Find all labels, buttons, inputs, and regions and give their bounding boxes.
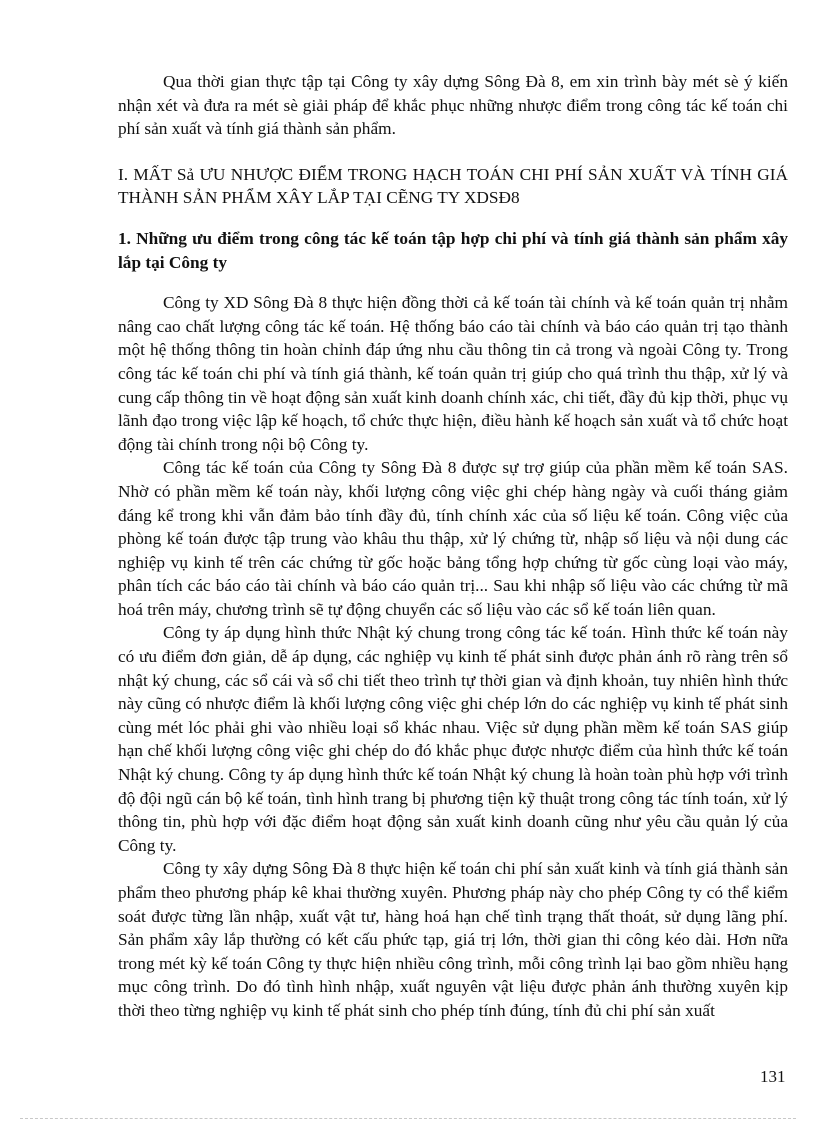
intro-paragraph: Qua thời gian thực tập tại Công ty xây dựng Sông Đà 8, em xin trình bày mét sè ý kiến nhận xét và đưa ra mét sè giải pháp để khắc phục những nhược điểm trong công tác kế toán chi phí sản xuất và tính giá thành sản phẩm. [118,72,788,139]
section-heading: I. MẤT Sả ƯU NHƯỢC ĐIỂM TRONG HẠCH TOÁN CHI PHÍ SẢN XUẤT VÀ TÍNH GIÁ THÀNH SẢN PHẨM XÂY LẮP TẠI CẼNG TY XDSĐ8 [118,164,788,208]
subsection-heading: 1. Những ưu điểm trong công tác kế toán tập hợp chi phí và tính giá thành sản phẩm xây lắp tại Công ty [118,228,788,272]
page-number: 131 [760,1067,786,1086]
body-paragraph: Công ty xây dựng Sông Đà 8 thực hiện kế toán chi phí sản xuất kinh và tính giá thành sản phẩm theo phương pháp kê khai thường xuyên. Phương pháp này cho phép Công ty có thể kiểm soát được từng lần nhập, xuất vật tư, hàng hoá hạn chế tình trạng thất thoát, sử dụng lãng phí. Sản phẩm xây lắp thường có kết cấu phức tạp, giá trị lớn, thời gian thi công kéo dài. Hơn nữa trong mét kỳ kế toán Công ty thực hiện nhiều công trình, mỗi công trình lại bao gồm nhiều hạng mục công trình. Do đó tình hình nhập, xuất nguyên vật liệu được phản ánh thường xuyên kịp thời theo từng nghiệp vụ kinh tế phát sinh cho phép tính đúng, tính đủ chi phí sản xuất [118,859,788,1020]
body-text [118,291,788,1022]
body-paragraph: Công tác kế toán của Công ty Sông Đà 8 được sự trợ giúp của phần mềm kế toán SAS. Nhờ có phần mềm kế toán này, khối lượng công việc ghi chép hàng ngày và cuối tháng giảm đáng kể trong khi vẫn đảm bảo tính đầy đủ, tính chính xác của số liệu kế toán. Công việc của phòng kế toán được tập trung vào khâu thu thập, xử lý chứng từ, nhập số liệu và nội dung các nghiệp vụ kinh tế trên các chứng từ gốc hoặc bảng tổng hợp chứng từ gốc cùng loại vào máy, phân tích các báo cáo tài chính và báo cáo quản trị... Sau khi nhập số liệu vào các chứng từ mã hoá trên máy, chương trình sẽ tự động chuyển các số liệu vào các sổ kế toán liên quan. [118,458,788,619]
document-page [118,70,788,1023]
body-paragraph: Công ty áp dụng hình thức Nhật ký chung trong công tác kế toán. Hình thức kế toán này có ưu điểm đơn giản, dễ áp dụng, các nghiệp vụ kinh tế phát sinh được phản ánh rõ ràng trên sổ nhật ký chung, các sổ cái và sổ chi tiết theo trình tự thời gian và định khoản, tuy nhiên hình thức này cũng có nhược điểm là khối lượng công việc ghi chép lớn do các nghiệp vụ kinh tế phát sinh cùng mét lóc phải ghi vào nhiều loại sổ khác nhau. Việc sử dụng phần mềm kế toán SAS giúp hạn chế khối lượng công việc ghi chép do đó khắc phục được nhược điểm của hình thức kế toán Nhật ký chung. Công ty áp dụng hình thức kế toán Nhật ký chung là hoàn toàn phù hợp với trình độ đội ngũ cán bộ kế toán, tình hình trang bị phương tiện kỹ thuật trong công tác tính toán, xử lý thông tin, phù hợp với đặc điểm hoạt động sản xuất kinh doanh cũng như yêu cầu quản lý của Công ty. [118,623,788,855]
body-paragraph: Công ty XD Sông Đà 8 thực hiện đồng thời cả kế toán tài chính và kế toán quản trị nhằm nâng cao chất lượng công tác kế toán. Hệ thống báo cáo tài chính và báo cáo quản trị tạo thành một hệ thống thông tin hoàn chỉnh đáp ứng nhu cầu thông tin cả trong và ngoài Công ty. Trong công tác kế toán chi phí và tính giá thành, kế toán quản trị giúp cho quá trình thu thập, xử lý và cung cấp thông tin về hoạt động sản xuất kinh doanh chính xác, chi tiết, đầy đủ kịp thời, phục vụ lãnh đạo trong việc lập kế hoạch, tổ chức thực hiện, điều hành kế hoạch sản xuất và tổ chức hoạt động tài chính trong nội bộ Công ty. [118,293,788,454]
footer-divider [20,1118,796,1119]
